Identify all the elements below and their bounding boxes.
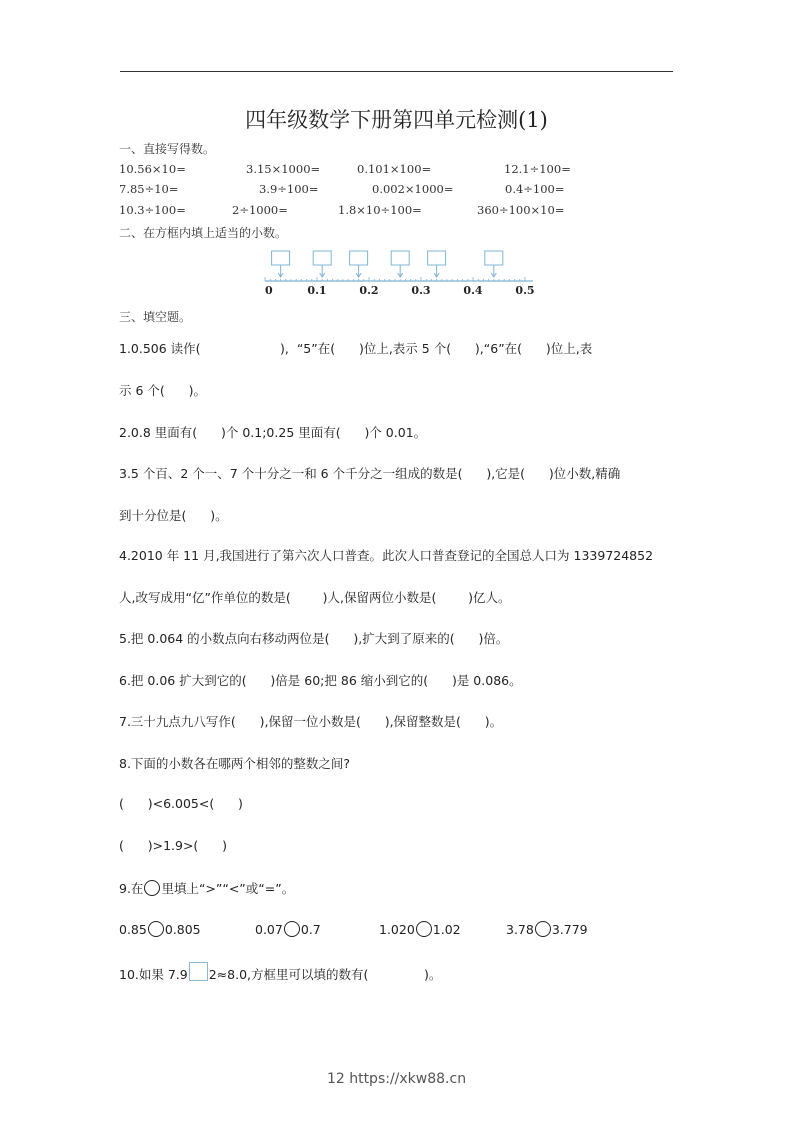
- calc-item: 0.002×1000=: [372, 182, 454, 196]
- circle-icon: [144, 880, 160, 896]
- svg-text:0: 0: [265, 284, 273, 297]
- number-line-graphic: [255, 245, 545, 297]
- compare-circle-input[interactable]: [416, 921, 432, 937]
- section-3-heading: 三、填空题。: [119, 310, 192, 324]
- question-9-prefix: 9.在: [119, 881, 144, 896]
- question-3-line-2: 到十分位是( )。: [119, 508, 228, 523]
- compare-right: 0.7: [300, 922, 321, 937]
- question-1-line-2: 示 6 个( )。: [119, 383, 206, 398]
- compare-left: 0.85: [119, 922, 147, 937]
- svg-text:0.4: 0.4: [463, 284, 483, 297]
- compare-left: 0.07: [255, 922, 283, 937]
- section-1-heading: 一、直接写得数。: [119, 142, 216, 156]
- question-9: [119, 879, 294, 897]
- calc-item: 7.85÷10=: [119, 182, 179, 196]
- calc-item: 360÷100×10=: [477, 203, 565, 217]
- calc-item: 10.3÷100=: [119, 203, 186, 217]
- answer-box-input[interactable]: [485, 251, 503, 265]
- calc-item: 3.9÷100=: [259, 182, 319, 196]
- question-2: 2.0.8 里面有( )个 0.1;0.25 里面有( )个 0.01。: [119, 425, 427, 440]
- calc-item: 0.101×100=: [357, 162, 432, 176]
- compare-item: [506, 921, 588, 937]
- answer-box-input[interactable]: [350, 251, 368, 265]
- page-title: 四年级数学下册第四单元检测(1): [245, 108, 548, 132]
- svg-text:0.1: 0.1: [307, 284, 327, 297]
- question-8a: ( )<6.005<( ): [119, 796, 243, 811]
- question-10-prefix: 10.如果 7.9: [119, 967, 188, 982]
- question-7: 7.三十九点九八写作( ),保留一位小数是( ),保留整数是( )。: [119, 714, 503, 729]
- compare-right: 1.02: [432, 922, 461, 937]
- calc-item: 2÷1000=: [232, 203, 288, 217]
- compare-right: 0.805: [164, 922, 201, 937]
- compare-left: 1.020: [379, 922, 415, 937]
- answer-box-input[interactable]: [272, 251, 290, 265]
- svg-text:0.2: 0.2: [359, 284, 379, 297]
- digit-box-input[interactable]: [189, 962, 208, 981]
- header-rule: [120, 71, 673, 72]
- question-3-line-1: 3.5 个百、2 个一、7 个十分之一和 6 个千分之一组成的数是( ),它是( )位小数,精确: [119, 466, 621, 481]
- page-footer: 12 https://xkw88.cn: [326, 1071, 467, 1087]
- compare-item: [119, 921, 201, 937]
- compare-circle-input[interactable]: [148, 921, 164, 937]
- calc-item: 10.56×10=: [119, 162, 186, 176]
- question-1-line-1: 1.0.506 读作( ), “5”在( )位上,表示 5 个( ),“6”在( )位上,表: [119, 341, 593, 356]
- number-line: [255, 245, 545, 297]
- compare-circle-input[interactable]: [284, 921, 300, 937]
- calc-item: 0.4÷100=: [505, 182, 565, 196]
- question-9-suffix: 里填上“>”“<”或“=”。: [161, 881, 295, 896]
- section-2-heading: 二、在方框内填上适当的小数。: [119, 226, 288, 240]
- svg-text:0.3: 0.3: [411, 284, 431, 297]
- calc-item: 12.1÷100=: [504, 162, 571, 176]
- question-8: 8.下面的小数各在哪两个相邻的整数之间?: [119, 756, 351, 771]
- compare-item: [255, 921, 321, 937]
- svg-text:0.5: 0.5: [515, 284, 535, 297]
- question-6: 6.把 0.06 扩大到它的( )倍是 60;把 86 缩小到它的( )是 0.086。: [119, 673, 522, 688]
- answer-box-input[interactable]: [313, 251, 331, 265]
- question-4-line-2: 人,改写成用“亿”作单位的数是( )人,保留两位小数是( )亿人。: [119, 590, 511, 605]
- compare-circle-input[interactable]: [535, 921, 551, 937]
- compare-right: 3.779: [551, 922, 588, 937]
- question-8b: ( )>1.9>( ): [119, 838, 228, 853]
- question-5: 5.把 0.064 的小数点向右移动两位是( ),扩大到了原来的( )倍。: [119, 631, 509, 646]
- compare-item: [379, 921, 461, 937]
- answer-box-input[interactable]: [428, 251, 446, 265]
- answer-box-input[interactable]: [391, 251, 409, 265]
- question-10-suffix: 2≈8.0,方框里可以填的数有( )。: [208, 967, 442, 982]
- calc-item: 3.15×1000=: [246, 162, 321, 176]
- question-4-line-1: 4.2010 年 11 月,我国进行了第六次人口普查。此次人口普查登记的全国总人口为 1339724852: [119, 548, 654, 563]
- question-10: [119, 962, 441, 983]
- compare-left: 3.78: [506, 922, 534, 937]
- calc-item: 1.8×10÷100=: [338, 203, 422, 217]
